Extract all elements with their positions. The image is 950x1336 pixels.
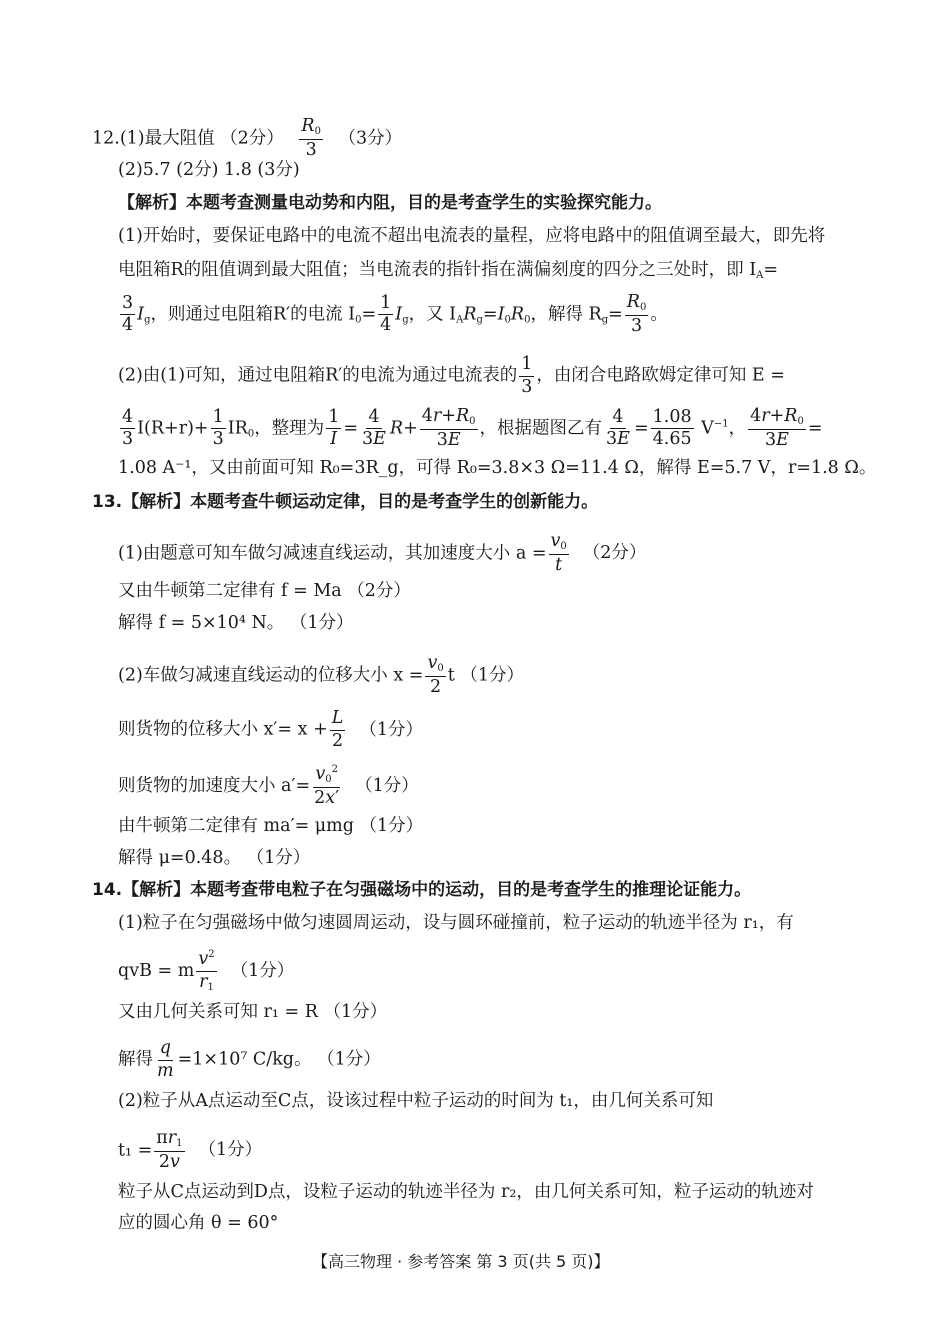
q14-line7: 粒子从C点运动到D点，设粒子运动的轨迹半径为 r₂，由几何关系可知，粒子运动的轨迹对 [118,1182,814,1202]
fraction-4-3: $\frac{4}{3}$ [122,406,134,450]
q12-p1-line3-c: ，解得 R [530,304,602,325]
fraction-v0sq-2x: $\frac{v_0^2}{2x'}$ [314,764,340,808]
fraction-L-2: $\frac{L}{2}$ [331,708,344,751]
q13-l6-score: （1分） [355,775,419,796]
q12-analysis-title: 【解析】本题考查测量电动势和内阻，目的是考查学生的实验探究能力。 [118,193,662,213]
q12-unit-v: V [701,418,714,439]
fraction-1-3-b: $\frac{1}{3}$ [212,406,224,450]
q13-l6-text: 则货物的加速度大小 a′= [118,775,311,796]
fraction-r0-3-b: $\frac{R_0}{3}$ [626,292,647,336]
fraction-4-3E: $\frac{4}{3E}$ [362,406,386,450]
q13-l4-score: t （1分） [447,665,524,686]
q12-p2-line2-c: ，整理为 [254,418,325,439]
q14-l6-a: t₁ = [118,1140,153,1161]
q13-analysis-title: 13.【解析】本题考查牛顿运动定律，目的是考查学生的创新能力。 [92,492,599,512]
q13-line1 [118,533,646,575]
fraction-1-I: $\frac{1}{I}$ [328,406,340,450]
q14-l6-score: （1分） [198,1140,263,1161]
q14-analysis-title: 14.【解析】本题考查带电粒子在匀强磁场中的运动，目的是考查学生的推理论证能力。 [92,880,752,900]
q13-line2: 又由牛顿第二定律有 f = Ma （2分） [118,581,411,601]
q12-p2-line1-text: (2)由(1)可知，通过电阻箱R′的电流为通过电流表的 [118,365,518,386]
q12-p2-line2: $\frac{4}{3}$ I(R+r)+ $\frac{1}{3}$ $IR_0$，整理为 $\frac{1}{I}$ = $\frac{4}{3E}$ R+ $\frac{4r+R_0}{3E}$ ，根据题图乙有 $\frac{4}{3E}$ = $\frac{1.08}{4.65}$ $V^{-1}$， $\frac{4r+R_0}{3E}$ = [122,406,823,450]
q12-p2-line1-b: ，由闭合电路欧姆定律可知 E = [536,365,785,386]
q12-p1-line2: 电阻箱R的阻值调到最大阻值；当电流表的指针指在满偏刻度的四分之三处时，即 $I_A=$ [118,260,779,281]
q12-p2-line2-a: I(R+r)+ [137,418,209,439]
q12-answer-1: 12.(1)最大阻值 （2分） [92,128,284,149]
fraction-1-4: $\frac{1}{4}$ [380,292,392,336]
fraction-4r-r0-3e-b: $\frac{4r+R_0}{3E}$ [750,406,804,450]
q12-p2-line2-d: ，根据题图乙有 [479,418,603,439]
fraction-4-3E-b: $\frac{4}{3E}$ [606,406,630,450]
q13-line4 [118,655,524,697]
q14-line2 [118,950,294,993]
q12-p2-line2-b: IR [227,418,248,439]
q12-score-1: （3分） [338,128,403,149]
fraction-v0-t: $\frac{v_0}{t}$ [550,531,567,575]
q14-l2-score: （1分） [230,960,295,981]
q12-p1-line3-d: 。 [650,304,668,325]
q12-p1-line3-b: ，又 I [408,304,457,325]
q13-l5-score: （1分） [359,719,423,740]
q14-line3: 又由几何关系可知 r₁ = R （1分） [118,1002,388,1022]
q13-line7: 由牛顿第二定律有 ma′= μmg （1分） [118,816,424,836]
q12-p2-line1 [118,356,785,396]
fraction-q-m: $\frac{q}{m}$ [157,1038,174,1081]
q14-line1: (1)粒子在匀强磁场中做匀速圆周运动，设与圆环碰撞前，粒子运动的轨迹半径为 r₁，有 [118,913,794,933]
fraction-108-465: $\frac{1.08}{4.65}$ [652,406,692,450]
fraction-v0-2: $\frac{v_0}{2}$ [427,653,444,697]
q12-p1-line1: (1)开始时，要保证电路中的电流不超出电流表的量程，应将电路中的阻值调至最大，即先将 [118,226,826,246]
fraction-3-4: $\frac{3}{4}$ [122,292,134,336]
page-footer: 【高三物理 · 参考答案 第 3 页(共 5 页)】 [312,1252,610,1271]
q13-l5-text: 则货物的位移大小 x′= x + [118,719,328,740]
q12-p1-line3-a: ，则通过电阻箱R′的电流 I [150,304,356,325]
q14-l4-b: =1×10⁷ C/kg。 （1分） [177,1049,381,1070]
q13-line8: 解得 μ=0.48。 （1分） [118,848,311,868]
q12-p1-line2-text: 电阻箱R的阻值调到最大阻值；当电流表的指针指在满偏刻度的四分之三处时，即 I [118,260,757,280]
fraction-pi-r1-2v: $\frac{\pi r_1}{2v}$ [156,1128,183,1172]
fraction-v2-r1: $\frac{v^2}{r_1}$ [198,949,215,993]
q13-line5 [118,710,423,750]
q14-line6 [118,1130,262,1172]
q14-line4 [118,1040,381,1080]
q14-l4-a: 解得 [118,1049,153,1070]
fraction-1-3: $\frac{1}{3}$ [521,354,533,397]
q13-line6 [118,765,419,808]
q12-line2: (2)5.7 (2分) 1.8 (3分) [118,160,300,180]
q12-line1 [92,118,402,160]
q12-p2-line3: 1.08 A⁻¹，又由前面可知 R₀=3R_g，可得 R₀=3.8×3 Ω=11.4 Ω，解得 E=5.7 V，r=1.8 Ω。 [118,458,877,478]
q14-line5: (2)粒子从A点运动至C点，设该过程中粒子运动的时间为 t₁，由几何关系可知 [118,1091,714,1111]
q14-line8: 应的圆心角 θ = 60° [118,1213,279,1233]
q13-l1-score: （2分） [582,543,647,564]
q14-l2-a: qvB = m [118,960,195,981]
fraction-r0-over-3: $\frac{R_0}{3}$ [301,116,321,160]
fraction-4r-r0-3e: $\frac{4r+R_0}{3E}$ [421,406,476,450]
q13-l4-text: (2)车做匀减速直线运动的位移大小 x = [118,665,424,686]
q13-l1-text: (1)由题意可知车做匀减速直线运动，其加速度大小 a = [118,543,547,564]
q12-p1-line3: $\frac{3}{4}$ $I_g$，则通过电阻箱R′的电流 $I_0=$ $\frac{1}{4}$ $I_g$，又 $I_AR_g=I_0R_0$，解得 $R_g=$ $\frac{R_0}{3}$ 。 [122,292,668,336]
q13-line3: 解得 f = 5×10⁴ N。 （1分） [118,613,354,633]
